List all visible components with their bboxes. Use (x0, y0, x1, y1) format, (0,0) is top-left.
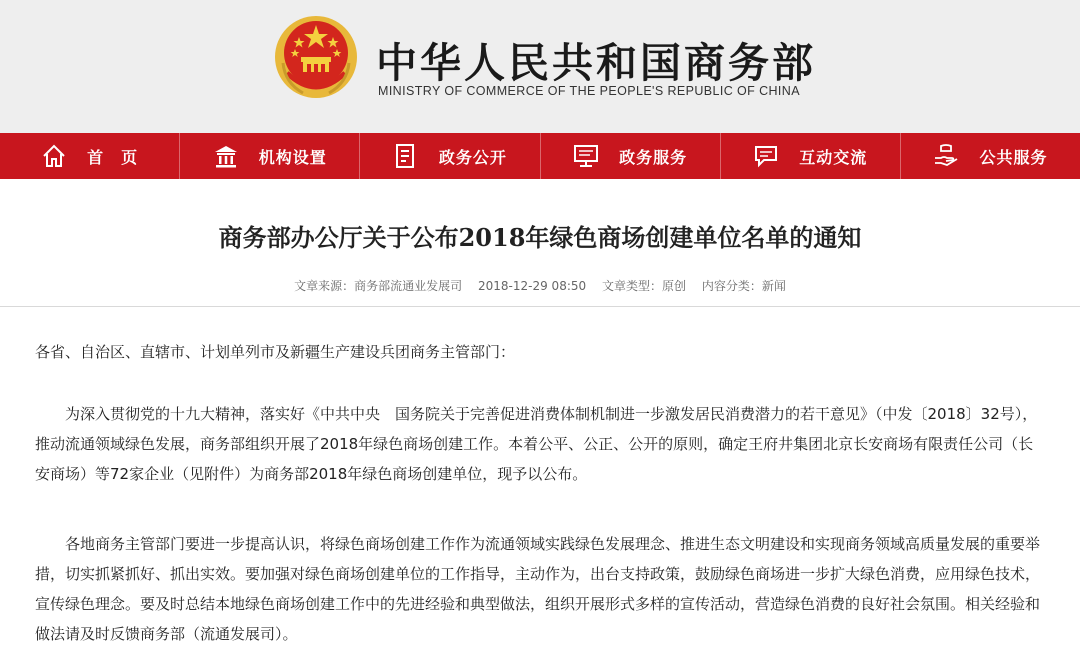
site-header (0, 0, 1080, 133)
nav-label: 机构设置 (258, 147, 327, 167)
article-source: 文章来源：商务部流通业发展司 (294, 279, 463, 293)
main-nav (0, 133, 1080, 179)
nav-item-public-services[interactable] (901, 133, 1080, 179)
nav-item-home[interactable] (0, 133, 180, 179)
nav-item-organization[interactable] (180, 133, 360, 179)
article-paragraph-2: 各地商务主管部门要进一步提高认识，将绿色商场创建工作作为流通领域实践绿色发展理念、推进生态文明建设和实现商务领域高质量发展的重要举措，切实抓紧抓好、抓出实效。要加强对绿色商场创建单位的工作指导，主动作为，出台支持政策，鼓励绿色商场进一步扩大绿色消费，应用绿色技术，宣传绿色理念。要及时总结本地绿色商场创建工作中的先进经验和典型做法，组织开展形式多样的宣传活动，营造绿色消费的良好社会氛围。相关经验和做法请及时反馈商务部（流通发展司）。 (35, 535, 1041, 643)
site-subtitle: MINISTRY OF COMMERCE OF THE PEOPLE'S REPUBLIC OF CHINA (378, 84, 800, 98)
national-emblem-icon[interactable] (273, 13, 359, 101)
article-datetime: 2018-12-29 08:50 (478, 279, 587, 293)
nav-label: 政务公开 (438, 147, 507, 167)
divider (0, 306, 1080, 307)
hand-service-icon (933, 143, 959, 169)
nav-label: 互动交流 (799, 147, 868, 167)
nav-item-interaction[interactable] (721, 133, 901, 179)
document-icon (393, 143, 419, 169)
article-type: 文章类型：原创 (601, 279, 686, 293)
nav-label: 首 页 (87, 147, 139, 167)
chat-icon (753, 143, 779, 169)
home-icon (41, 143, 67, 169)
nav-label: 政务服务 (619, 147, 688, 167)
article-meta (0, 277, 1080, 294)
site-title[interactable]: 中华人民共和国商务部 (376, 39, 816, 87)
building-icon (213, 143, 239, 169)
article-category: 内容分类：新闻 (701, 279, 786, 293)
nav-item-government-affairs[interactable] (360, 133, 540, 179)
article-title: 商务部办公厅关于公布2018年绿色商场创建单位名单的通知 (218, 223, 862, 252)
article-paragraph-1: 为深入贯彻党的十九大精神，落实好《中共中央 国务院关于完善促进消费体制机制进一步激发居民消费潜力的若干意见》（中发〔2018〕32号），推动流通领域绿色发展，商务部组织开展了2018年绿色商场创建工作。本着公平、公正、公开的原则，确定王府井集团北京长安商场有限责任公司（长安商场）等72家企业（见附件）为商务部2018年绿色商场创建单位，现予以公布。 (35, 405, 1038, 483)
nav-item-government-services[interactable] (541, 133, 721, 179)
article-greeting: 各省、自治区、直辖市、计划单列市及新疆生产建设兵团商务主管部门： (35, 343, 516, 361)
monitor-icon (573, 143, 599, 169)
nav-label: 公共服务 (979, 147, 1048, 167)
